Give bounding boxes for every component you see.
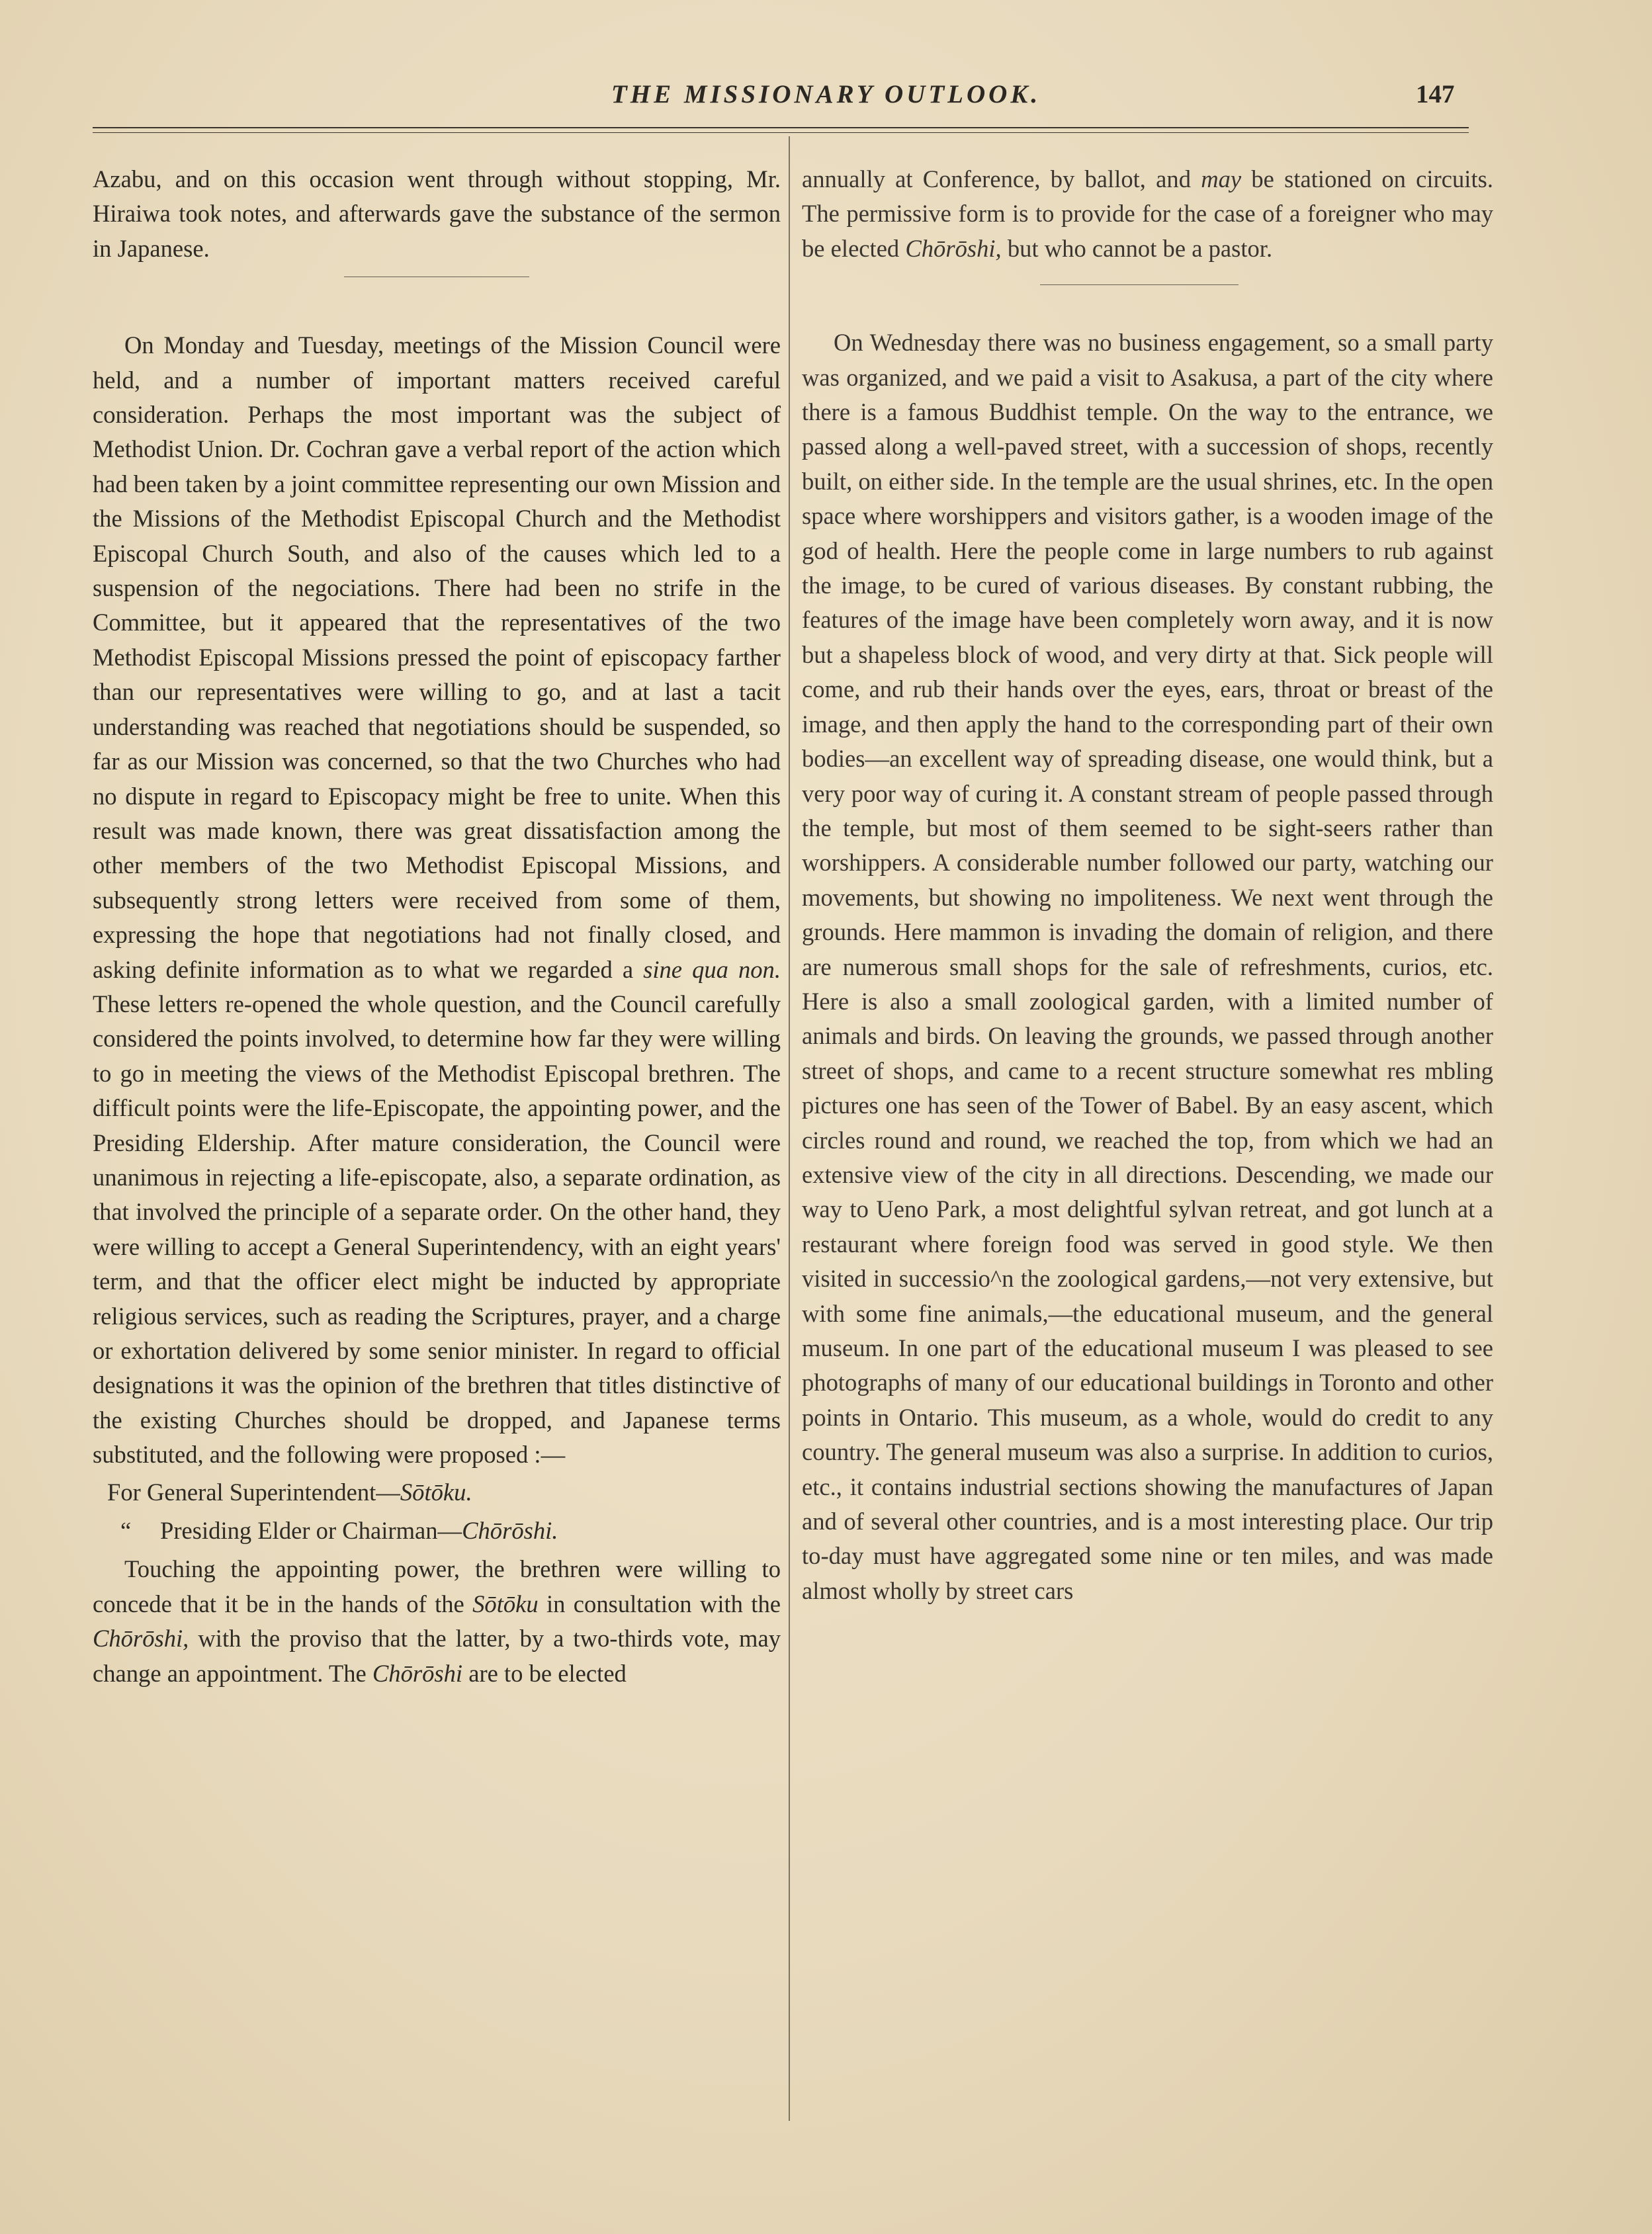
header-rule-thin (93, 132, 1469, 133)
separator-rule (1040, 284, 1239, 285)
running-title: THE MISSIONARY OUTLOOK. (611, 80, 1041, 108)
paragraph-text: Touching the appointing power, the brethren were willing to concede that it be in the hands of the (93, 1555, 781, 1617)
term-value: Chōrōshi. (462, 1517, 558, 1545)
term-label: For General Superintendent— (107, 1478, 400, 1506)
paragraph-text: On Monday and Tuesday, meetings of the Mission Council were held, and a number of important matters received careful consideration. Perhaps the most important was the subject of Methodist Union. Dr. Cochran gave a verbal report of the action which had been taken by a joint committee representing our own Mission and the Missions of the Methodist Episcopal Church and the Methodist Episcopal Church South, and also of the causes which led to a suspension of the negociations. There had been no strife in the Committee, but it appeared that the representatives of the two Methodist Episcopal Missions pressed the point of episcopacy farther than our representatives were willing to go, and at last a tacit understanding was reached that negotiations should be suspended, so far as our Mission was concerned, so that the two Churches who had no dispute in regard to Episcopacy might be free to unite. When this result was made known, there was great dissatisfaction among the other members of the two Methodist Episcopal Missions, and subsequently strong letters were received from some of them, expressing the hope that negotiations had not finally closed, and asking definite information as to what we regarded a (93, 331, 781, 983)
paragraph-text: are to be elected (462, 1659, 627, 1687)
paragraph (93, 1552, 781, 1691)
term-line (93, 1475, 781, 1510)
ditto-mark: “ (120, 1517, 132, 1545)
paragraph-text: be stationed on circuits. The permissive form is to provide for the case of a foreigner who may be elected (802, 165, 1493, 262)
paragraph-text: with the proviso that the latter, by a two-thirds vote, may change an appointment. The (93, 1625, 781, 1687)
left-column (93, 162, 781, 1691)
term-label: Presiding Elder or Chairman— (160, 1517, 462, 1545)
column-divider (789, 136, 790, 2121)
italic-term: Chōrōshi (372, 1659, 463, 1687)
paragraph-text: These letters re-opened the whole question, and the Council carefully considered the points involved, to determine how far they were willing to go in meeting the views of the Methodist Episcopal brethren. The difficult points were the life-Episcopate, the appointing power, and the Presiding Eldership. After mature consideration, the Council were unanimous in rejecting a life-episcopate, also, a separate ordination, as that involved the principle of a separate order. On the other hand, they were willing to accept a General Superintendency, with an eight years' term, and that the officer elect might be inducted by appropriate religious services, such as reading the Scriptures, prayer, and a charge or exhortation delivered by some senior minister. In regard to official designations it was the opinion of the brethren that titles distinctive of the existing Churches should be dropped, and Japanese terms substituted, and the following were proposed :— (93, 990, 781, 1469)
paragraph-text: but who cannot be a pastor. (1001, 234, 1273, 262)
paragraph-text: in consultation with the (538, 1590, 781, 1617)
term-value: Sōtōku. (400, 1478, 472, 1506)
italic-phrase: sine qua non. (643, 955, 781, 983)
paragraph: On Wednesday there was no business engagement, so a small party was organized, and we paid a visit to Asakusa, a part of the city where there is a famous Buddhist temple. On the way to the entrance, we passed along a well-paved street, with a succession of shops, recently built, on either side. In the temple are the usual shrines, etc. In the open space where worshippers and visitors gather, is a wooden image of the god of health. Here the people come in large numbers to rub against the image, to be cured of various diseases. By constant rubbing, the features of the image have been completely worn away, and it is now but a shapeless block of wood, and very dirty at that. Sick people will come, and rub their hands over the eyes, ears, throat or breast of the image, and then apply the hand to the corresponding part of their own bodies—an excellent way of spreading disease, one would think, but a very poor way of curing it. A constant stream of people passed through the temple, but most of them seemed to be sight-seers rather than worshippers. A considerable number followed our party, watching our movements, but showing no impoliteness. We next went through the grounds. Here mammon is invading the domain of religion, and there are numerous small shops for the sale of refreshments, curios, etc. Here is also a small zoological garden, with a limited number of animals and birds. On leaving the grounds, we passed through another street of shops, and came to a recent structure somewhat res mbling pictures one has seen of the Tower of Babel. By an easy ascent, which circles round and round, we reached the top, from which we had an extensive view of the city in all directions. Descending, we made our way to Ueno Park, a most delightful sylvan retreat, and got lunch at a restaurant where foreign food was served in good style. We then visited in successio^n the zoological gardens,—not very extensive, but with some fine animals,—the educational museum, and the general museum. In one part of the educational museum I was pleased to see photographs of many of our educational buildings in Toronto and other points in Ontario. This museum, as a whole, would do credit to any country. The general museum was also a surprise. In addition to curios, etc., it contains industrial sections showing the manufactures of Japan and of several other countries, and is a most interesting place. Our trip to-day must have aggregated some nine or ten miles, and was made almost wholly by street cars (802, 329, 1493, 1604)
italic-term: Chōrōshi, (905, 234, 1002, 262)
header-rule (93, 127, 1469, 128)
section-separator (93, 266, 781, 303)
paragraph (93, 328, 781, 1472)
italic-word: may (1201, 165, 1242, 193)
italic-term: Chōrōshi, (93, 1625, 189, 1653)
term-line (93, 1514, 781, 1548)
paragraph (802, 162, 1493, 266)
section-separator (802, 266, 1493, 303)
right-column (802, 162, 1493, 1608)
paragraph: Azabu, and on this occasion went through without stopping, Mr. Hiraiwa took notes, and afterwards gave the substance of the sermon in Japanese. (93, 165, 781, 262)
paragraph-text: annually at Conference, by ballot, and (802, 165, 1201, 193)
italic-term: Sōtōku (472, 1590, 539, 1617)
page-number: 147 (1416, 80, 1455, 108)
